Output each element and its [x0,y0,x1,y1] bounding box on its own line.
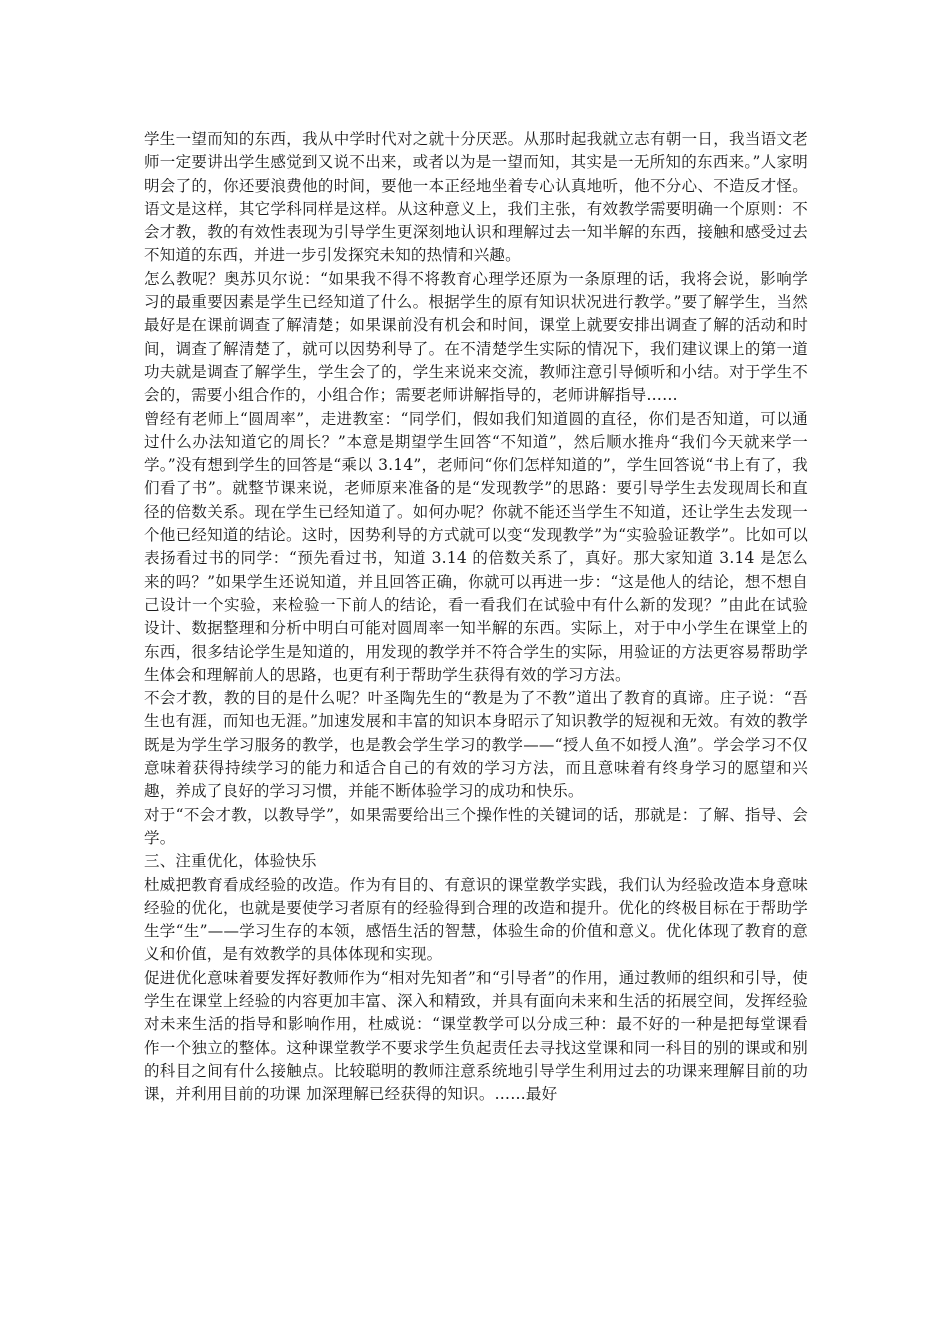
paragraph: 曾经有老师上“圆周率”，走进教室：“同学们，假如我们知道圆的直径，你们是否知道，可以通过什么办法知道它的周长？”本意是期望学生回答“不知道”，然后顺水推舟“我们今天就来学一学。”没有想到学生的回答是“乘以 3.14”，老师问“你们怎样知道的”，学生回答说“书上有了，我们看了书”。就整节课来说，老师原来准备的是“发现教学”的思路：要引导学生去发现周长和直径的倍数关系。现在学生已经知道了。如何办呢？你就不能还当学生不知道，还让学生去发现一个他已经知道的结论。这时，因势利导的方式就可以变“发现教学”为“实验验证教学”。比如可以表扬看过书的同学：“预先看过书，知道 3.14 的倍数关系了，真好。那大家知道 3.14 是怎么来的吗？”如果学生还说知道，并且回答正确，你就可以再进一步：“这是他人的结论，想不想自己设计一个实验，来检验一下前人的结论，看一看我们在试验中有什么新的发现？”由此在试验设计、数据整理和分析中明白可能对圆周率一知半解的东西。实际上，对于中小学生在课堂上的东西，很多结论学生是知道的，用发现的教学并不符合学生的实际，用验证的方法更容易帮助学生体会和理解前人的思路，也更有利于帮助学生获得有效的学习方法。 [144,409,808,684]
paragraph: 不会才教，教的目的是什么呢？叶圣陶先生的“教是为了不教”道出了教育的真谛。庄子说：“吾生也有涯，而知也无涯。”加速发展和丰富的知识本身昭示了知识教学的短视和无效。有效的教学既是为学生学习服务的教学，也是教会学生学习的教学——“授人鱼不如授人渔”。学会学习不仅意味着获得持续学习的能力和适合自己的有效的学习方法，而且意味着有终身学习的愿望和兴趣，养成了良好的学习习惯，并能不断体验学习的成功和快乐。 [144,689,808,801]
paragraph: 对于“不会才教，以教导学”，如果需要给出三个操作性的关键词的话，那就是：了解、指导、会学。 [144,805,808,847]
paragraph: 促进优化意味着要发挥好教师作为“相对先知者”和“引导者”的作用，通过教师的组织和引导，使学生在课堂上经验的内容更加丰富、深入和精致，并具有面向未来和生活的拓展空间，发挥经验对未来生活的指导和影响作用，杜威说：“课堂教学可以分成三种：最不好的一种是把每堂课看作一个独立的整体。这种课堂教学不要求学生负起责任去寻找这堂课和同一科目的别的课或和别的科目之间有什么接触点。比较聪明的教师注意系统地引导学生利用过去的功课来理解目前的功课，并利用目前的功课 加深理解已经获得的知识。……最好 [144,968,808,1104]
paragraph: 学生一望而知的东西，我从中学时代对之就十分厌恶。从那时起我就立志有朝一日，我当语文老师一定要讲出学生感觉到又说不出来，或者以为是一望而知，其实是一无所知的东西来。”人家明明会了的，你还要浪费他的时间，要他一本正经地坐着专心认真地听，他不分心、不造反才怪。语文是这样，其它学科同样是这样。从这种意义上，我们主张，有效教学需要明确一个原则：不会才教，教的有效性表现为引导学生更深刻地认识和理解过去一知半解的东西，接触和感受过去不知道的东西，并进一步引发探究未知的热情和兴趣。 [144,130,808,265]
paragraph: 怎么教呢？奥苏贝尔说：“如果我不得不将教育心理学还原为一条原理的话，我将会说，影响学习的最重要因素是学生已经知道了什么。根据学生的原有知识状况进行教学。”要了解学生，当然最好是在课前调查了解清楚；如果课前没有机会和时间，课堂上就要安排出调查了解的活动和时间，调查了解清楚了，就可以因势利导了。在不清楚学生实际的情况下，我们建议课上的第一道功夫就是调查了解学生，学生会了的，学生来说来交流，教师注意引导倾听和小结。对于学生不会的，需要小组合作的，小组合作；需要老师讲解指导的，老师讲解指导…… [144,269,808,405]
paragraph: 杜威把教育看成经验的改造。作为有目的、有意识的课堂教学实践，我们认为经验改造本身意味经验的优化，也就是要使学习者原有的经验得到合理的改造和提升。优化的终极目标在于帮助学生学“生”——学习生存的本领，感悟生活的智慧，体验生命的价值和意义。优化体现了教育的意义和价值，是有效教学的具体体现和实现。 [144,875,808,964]
section-heading: 三、注重优化，体验快乐 [144,852,317,871]
document-body [144,128,808,1106]
